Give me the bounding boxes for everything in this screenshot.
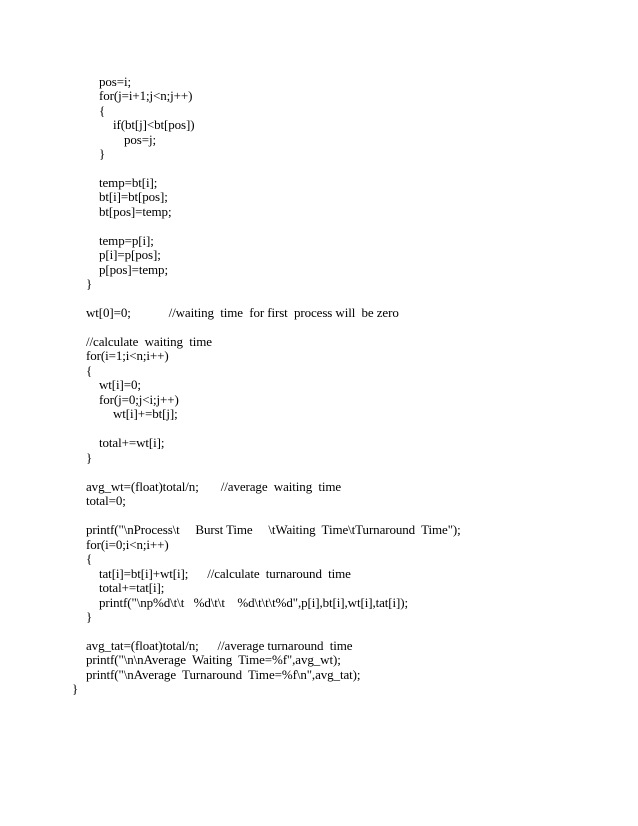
code-line: avg_wt=(float)total/n; //average waiting time xyxy=(86,479,342,494)
code-line: wt[i]+=bt[j]; xyxy=(113,406,178,421)
code-line: tat[i]=bt[i]+wt[i]; //calculate turnaround time xyxy=(99,566,351,581)
code-line: for(i=0;i<n;i++) xyxy=(86,537,169,552)
code-line: wt[i]=0; xyxy=(99,377,141,392)
code-line: wt[0]=0; //waiting time for first process will be zero xyxy=(86,305,399,320)
code-line: printf("\nAverage Turnaround Time=%f\n",avg_tat); xyxy=(86,667,361,682)
code-line: for(i=1;i<n;i++) xyxy=(86,348,169,363)
code-line: temp=p[i]; xyxy=(99,233,154,248)
code-line: //calculate waiting time xyxy=(86,334,212,349)
code-line: } xyxy=(86,450,93,465)
code-line: temp=bt[i]; xyxy=(99,175,158,190)
code-line: } xyxy=(99,146,106,161)
code-line: if(bt[j]<bt[pos]) xyxy=(113,117,195,132)
code-line: } xyxy=(86,609,93,624)
code-line: printf("\n\nAverage Waiting Time=%f",avg_wt); xyxy=(86,652,341,667)
code-line: pos=i; xyxy=(99,74,132,89)
code-line: for(j=0;j<i;j++) xyxy=(99,392,179,407)
code-line: { xyxy=(99,103,106,118)
code-line: total+=tat[i]; xyxy=(99,580,165,595)
code-line: total+=wt[i]; xyxy=(99,435,165,450)
code-line: for(j=i+1;j<n;j++) xyxy=(99,88,193,103)
code-line: { xyxy=(86,551,93,566)
code-line: total=0; xyxy=(86,493,126,508)
code-line: printf("\nProcess\t Burst Time \tWaiting Time\tTurnaround Time"); xyxy=(86,522,461,537)
code-line: printf("\np%d\t\t %d\t\t %d\t\t\t%d",p[i],bt[i],wt[i],tat[i]); xyxy=(99,595,408,610)
code-line: bt[i]=bt[pos]; xyxy=(99,189,168,204)
code-line: bt[pos]=temp; xyxy=(99,204,172,219)
code-line: p[i]=p[pos]; xyxy=(99,247,161,262)
code-line: } xyxy=(72,681,79,696)
code-line: p[pos]=temp; xyxy=(99,262,168,277)
code-line: } xyxy=(86,276,93,291)
code-line: { xyxy=(86,363,93,378)
code-line: pos=j; xyxy=(124,132,157,147)
code-line: avg_tat=(float)total/n; //average turnaround time xyxy=(86,638,353,653)
